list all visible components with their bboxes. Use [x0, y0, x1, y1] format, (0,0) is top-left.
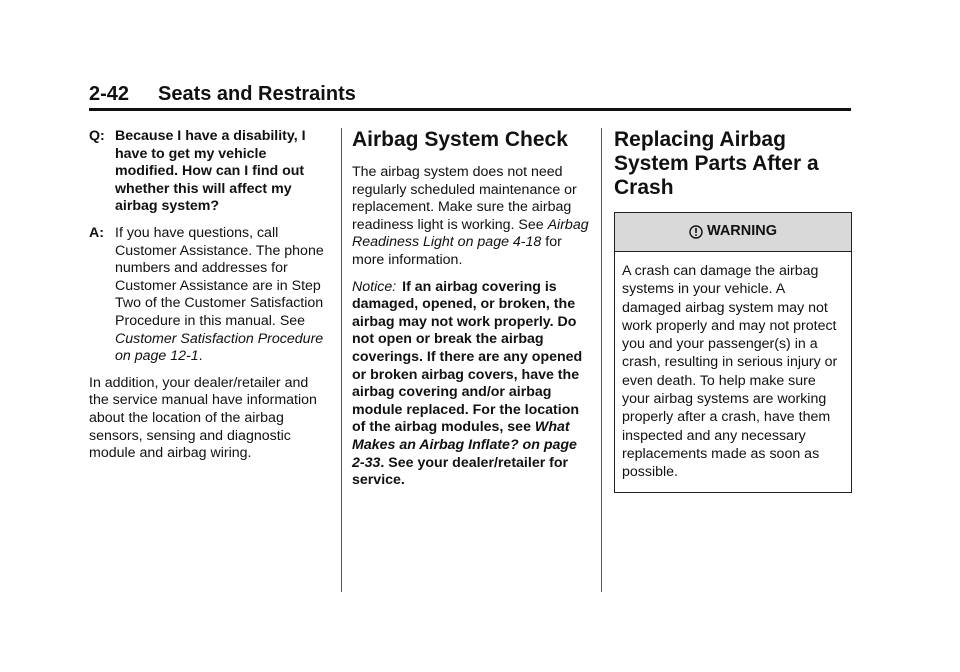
notice-paragraph — [352, 279, 592, 490]
info-paragraph: In addition, your dealer/retailer and the service manual have information about the location of the airbag sensors, sensing and diagnostic module and airbag wiring. — [89, 374, 317, 462]
warning-triangle-icon — [689, 225, 703, 239]
notice-label: Notice: — [352, 278, 397, 295]
section-heading: Airbag System Check — [352, 128, 568, 151]
section-heading: Replacing Airbag System Parts After a Crash — [614, 128, 819, 199]
warning-header — [615, 213, 851, 252]
check-text: The airbag system does not need regularly scheduled maintenance or replacement. Make sure the airbag readiness light is working. See — [352, 164, 577, 233]
column-divider — [341, 128, 342, 592]
question-label: Q: — [89, 128, 105, 144]
warning-box — [614, 212, 852, 493]
check-end: for more information. — [352, 234, 562, 268]
column-2 — [352, 128, 592, 499]
answer-body — [115, 225, 331, 366]
notice-text: If an airbag covering is damaged, opened, or broken, the airbag may not work properly. Do not open or break the airbag coverings. If there are any opened or broken airbag covers, have the airbag covering and/or airbag module replaced. For the location of the airbag modules, see — [352, 278, 583, 436]
answer-label: A: — [89, 224, 104, 241]
column-divider — [601, 128, 602, 592]
warning-text: A crash can damage the airbag systems in your vehicle. A damaged airbag system may not work properly and may not protect you and your passenger(s) in a crash, resulting in serious injury or even death. To help make sure your airbag systems are working properly after a crash, have them inspected and any necessary replacements made as soon as possible. — [622, 263, 838, 481]
airbag-inflate-reference-link[interactable]: What Makes an Airbag Inflate? on page 2-33 — [352, 419, 577, 471]
answer-text: If you have questions, call Customer Assistance. The phone numbers and addresses for Customer Assistance are in Step Two of the Customer Satisfaction Procedure in this manual. See — [115, 224, 324, 329]
question-block — [89, 128, 331, 216]
readiness-light-reference-link[interactable]: Airbag Readiness Light on page 4-18 — [352, 216, 589, 251]
page-header — [89, 82, 851, 111]
warning-label: WARNING — [706, 223, 778, 240]
notice-end: . See your dealer/retailer for service. — [352, 454, 569, 489]
page-number: 2-42 — [89, 83, 130, 105]
answer-block — [89, 225, 331, 366]
answer-reference-link[interactable]: Customer Satisfaction Procedure on page 12-1 — [115, 330, 324, 365]
check-paragraph — [352, 164, 592, 270]
answer-end: . — [198, 348, 203, 365]
question-text: Because I have a disability, I have to get my vehicle modified. How can I find out whether this will affect my airbag system? — [115, 128, 306, 215]
column-1 — [89, 128, 331, 472]
column-3 — [614, 128, 852, 493]
section-title: Seats and Restraints — [158, 83, 356, 105]
